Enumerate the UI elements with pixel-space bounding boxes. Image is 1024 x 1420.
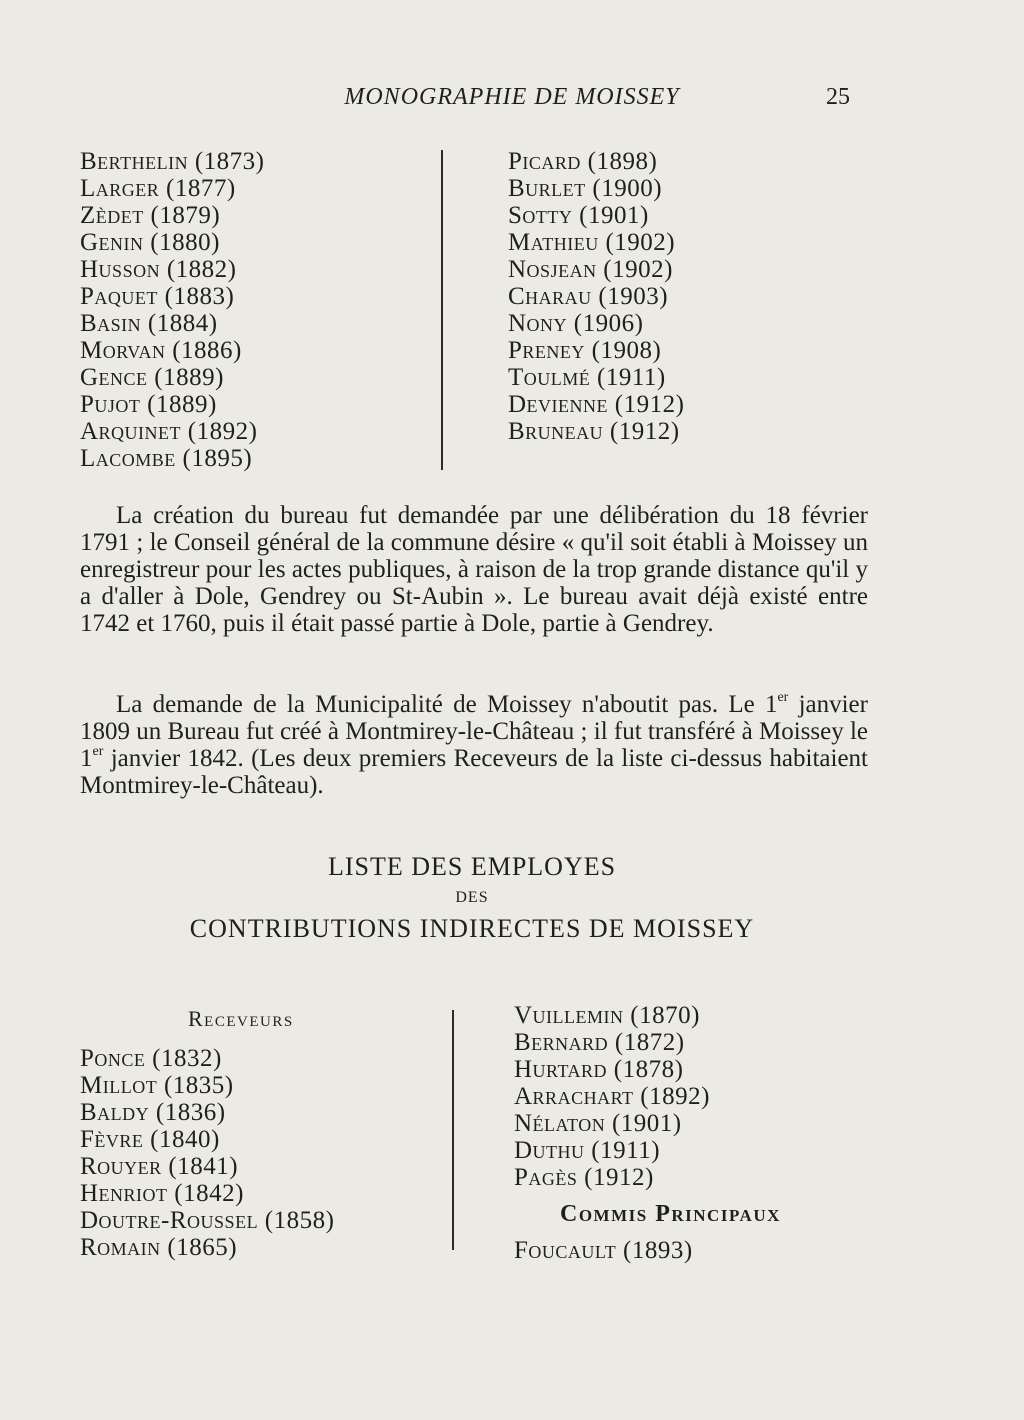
list-item: Hurtard (1878): [514, 1056, 684, 1083]
list-item: Pujot (1889): [80, 391, 217, 418]
list-item: Bernard (1872): [514, 1029, 685, 1056]
body-paragraph: La création du bureau fut demandée par une délibération du 18 février 1791 ; le Conseil général de la commune désire « qu'il soit établi à Moissey un enregistreur pour les actes publiques, à raison de la trop grande distance qu'il y a d'aller à Dole, Gendrey ou St-Aubin ». Le bureau avait déjà existé entre 1742 et 1760, puis il était passé partie à Dole, partie à Gendrey.: [80, 502, 868, 637]
section-title: LISTE DES EMPLOYES: [327, 852, 617, 881]
list-item: Fèvre (1840): [80, 1126, 220, 1153]
list-item: Basin (1884): [80, 310, 218, 337]
list-item: Romain (1865): [80, 1234, 238, 1261]
list-item: Ponce (1832): [80, 1045, 222, 1072]
list-item: Devienne (1912): [508, 391, 685, 418]
list-item: Nony (1906): [508, 310, 644, 337]
list-item: Arrachart (1892): [514, 1083, 710, 1110]
list-item: Duthu (1911): [514, 1137, 661, 1164]
list-item: Husson (1882): [80, 256, 237, 283]
list-item: Gence (1889): [80, 364, 224, 391]
column-divider: [441, 150, 443, 470]
list-item: Berthelin (1873): [80, 148, 265, 175]
list-item: Zèdet (1879): [80, 202, 221, 229]
list-item: Charau (1903): [508, 283, 669, 310]
receivers-list-right: [508, 148, 684, 445]
running-title: MONOGRAPHIE DE MOISSEY: [344, 84, 680, 110]
list-item: Baldy (1836): [80, 1099, 226, 1126]
list-item: Foucault (1893): [514, 1237, 693, 1264]
list-item: Mathieu (1902): [508, 229, 676, 256]
column-divider: [452, 1010, 454, 1250]
section-title-connector: DES: [455, 889, 489, 906]
commis-principaux-heading: Commis Principaux: [560, 1201, 781, 1227]
list-item: Morvan (1886): [80, 337, 242, 364]
list-item: Sotty (1901): [508, 202, 649, 229]
list-item: Arquinet (1892): [80, 418, 258, 445]
body-paragraph: La demande de la Municipalité de Moissey n'aboutit pas. Le 1er janvier 1809 un Bureau fut créé à Montmirey-le-Château ; il fut transféré à Moissey le 1er janvier 1842. (Les deux premiers Receveurs de la liste ci-dessus habitaient Montmirey-le-Château).: [80, 690, 868, 799]
receveurs-list: [80, 1045, 334, 1261]
list-item: Nélaton (1901): [514, 1110, 682, 1137]
list-item: Preney (1908): [508, 337, 662, 364]
section-title: CONTRIBUTIONS INDIRECTES DE MOISSEY: [189, 914, 755, 943]
list-item: Lacombe (1895): [80, 445, 253, 472]
list-item: Henriot (1842): [80, 1180, 244, 1207]
list-item: Rouyer (1841): [80, 1153, 239, 1180]
list-item: Pagès (1912): [514, 1164, 654, 1191]
list-item: Doutre-Roussel (1858): [80, 1207, 335, 1234]
page-number: 25: [826, 84, 850, 110]
list-item: Genin (1880): [80, 229, 220, 256]
employees-list-right: [514, 1002, 710, 1191]
list-item: Millot (1835): [80, 1072, 234, 1099]
list-item: Paquet (1883): [80, 283, 235, 310]
list-item: Bruneau (1912): [508, 418, 680, 445]
list-item: Vuillemin (1870): [514, 1002, 700, 1029]
list-item: Larger (1877): [80, 175, 236, 202]
receivers-list-left: [80, 148, 264, 472]
list-item: Burlet (1900): [508, 175, 663, 202]
commis-list: [514, 1237, 693, 1264]
list-item: Toulmé (1911): [508, 364, 666, 391]
list-item: Nosjean (1902): [508, 256, 673, 283]
list-item: Picard (1898): [508, 148, 658, 175]
receveurs-heading: Receveurs: [188, 1006, 294, 1031]
